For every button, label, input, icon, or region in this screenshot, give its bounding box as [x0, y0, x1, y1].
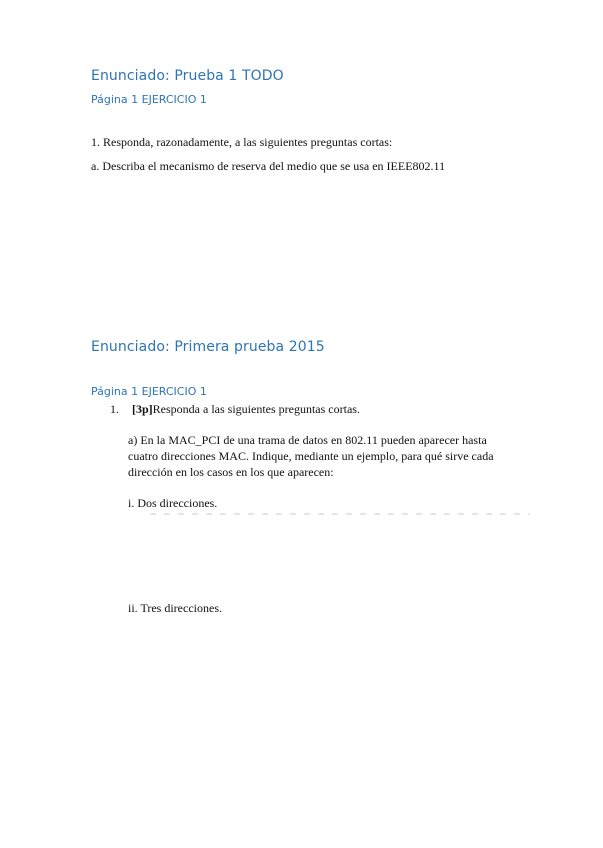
section1-item-a: a. Describa el mecanismo de reserva del medio que se usa en IEEE802.11 — [91, 159, 446, 173]
question-points: [3p] — [132, 402, 153, 416]
section2-question-number: 1. — [110, 402, 119, 416]
section2-subheading: Página 1 EJERCICIO 1 — [91, 385, 207, 398]
faint-overflow-text — [150, 513, 530, 515]
section2-sub-i: i. Dos direcciones. — [128, 496, 218, 510]
section2-sub-ii: ii. Tres direcciones. — [128, 601, 222, 615]
section2-item-a-line3: dirección en los casos en los que aparecen: — [128, 465, 334, 479]
section1-question: 1. Responda, razonadamente, a las siguientes preguntas cortas: — [91, 135, 393, 149]
section1-subheading: Página 1 EJERCICIO 1 — [91, 93, 207, 106]
section2-heading: Enunciado: Primera prueba 2015 — [91, 339, 325, 355]
section2-item-a-line1: a) En la MAC_PCI de una trama de datos en 802.11 pueden aparecer hasta — [128, 433, 487, 447]
section2-question — [132, 401, 360, 417]
section1-heading: Enunciado: Prueba 1 TODO — [91, 68, 284, 84]
section2-item-a-line2: cuatro direcciones MAC. Indique, mediante un ejemplo, para qué sirve cada — [128, 449, 494, 463]
question-text: Responda a las siguientes preguntas cortas. — [152, 402, 360, 416]
